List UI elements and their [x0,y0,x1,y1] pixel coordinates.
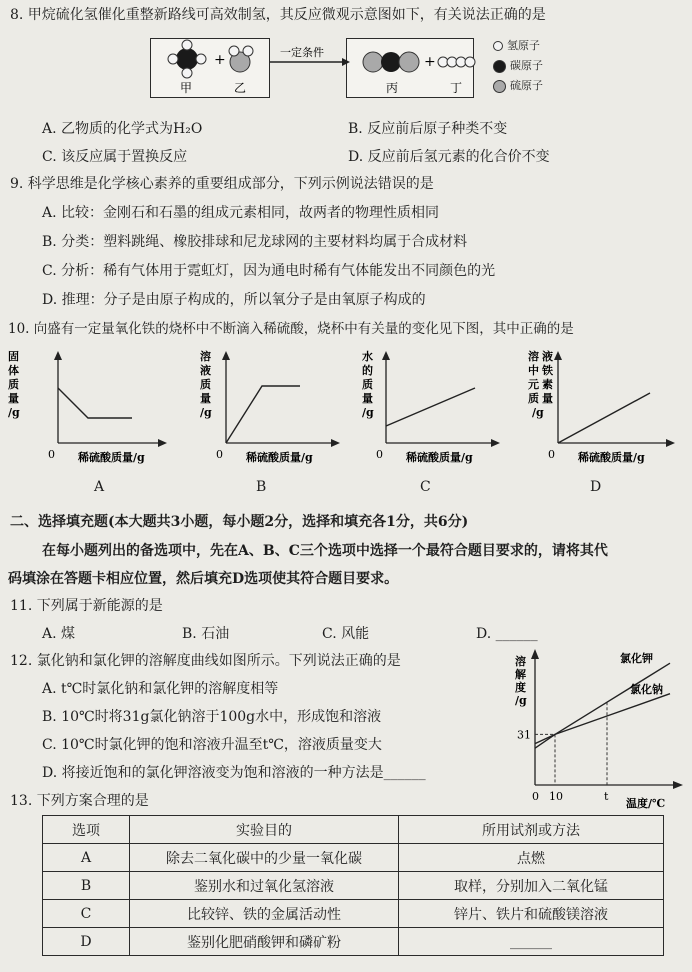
graph-a-curve [58,388,132,418]
arrow-label: 一定条件 [280,46,324,59]
carbon-disulfide-molecule [363,52,419,72]
graph-b-xlabel: 稀硫酸质量/g [246,451,313,464]
label-yi: 乙 [234,81,247,95]
graph-d-curve [558,393,650,443]
graph-a-ylabel-3: 质 [8,378,19,391]
table-row[interactable] [43,872,664,900]
plus-sign: + [214,52,226,68]
section2-title: 二、选择填充题(本大题共3小题，每小题2分，选择和填充各1分，共6分) [10,514,469,530]
q9-stem: 9. 科学思维是化学核心素养的重要组成部分，下列示例说法错误的是 [10,176,434,192]
graph-c-curve [386,388,475,426]
graph-a-ylabel-1: 固 [8,350,19,363]
graph-b-ylabel-1: 溶 [200,350,211,363]
plus-sign-2: + [424,54,436,70]
row-b-option: B [43,872,130,900]
q12-option-d[interactable]: D. 将接近饱和的氯化钾溶液变为饱和溶液的一种方法是______ [42,765,426,781]
legend-sulfur: 硫原子 [510,79,543,92]
graph-c-ylabel-3: 质 [362,378,373,391]
sol-ylabel-3: 度 [515,681,526,694]
hydrogen-molecule [438,57,475,67]
graph-b-letter[interactable]: B [256,479,267,495]
graph-b-ylabel-2: 液 [200,364,211,377]
graph-d-ylabel-7: 质 [528,392,539,405]
header-option: 选项 [43,816,130,844]
graph-a-origin: 0 [48,448,55,461]
graph-b-ylabel-5: /g [200,406,212,419]
graph-d-letter[interactable]: D [590,479,602,495]
table-header-row [43,816,664,844]
q8-reaction-diagram [150,36,480,98]
q11-stem: 11. 下列属于新能源的是 [10,598,163,614]
graph-d-xlabel: 稀硫酸质量/g [578,451,645,464]
row-d-option: D [43,928,130,956]
q12-option-c[interactable]: C. 10℃时氯化钾的饱和溶液升温至t℃，溶液质量变大 [42,737,382,753]
graph-a-letter[interactable]: A [94,479,105,495]
graph-d-ylabel-6: 素 [542,378,553,391]
q8-stem: 8. 甲烷硫化氢催化重整新路线可高效制氢，其反应微观示意图如下，有关说法正确的是 [10,7,546,23]
section2-instruction-2: 码填涂在答题卡相应位置，然后填充D选项使其符合题目要求。 [8,571,399,587]
graph-c-letter[interactable]: C [420,479,431,495]
graph-c [340,348,510,468]
sol-ylabel-1: 溶 [515,655,526,668]
graph-d-ylabel-1: 溶 [528,350,539,363]
graph-b [180,348,350,468]
row-b-purpose: 鉴别水和过氧化氢溶液 [130,872,399,900]
sol-ylabel-2: 解 [515,668,526,681]
graph-c-ylabel-4: 量 [362,392,373,405]
table-row[interactable] [43,900,664,928]
section2-instruction-1: 在每小题列出的备选项中，先在A、B、C三个选项中选择一个最符合题目要求的，请将其代 [42,543,608,559]
legend-carbon: 碳原子 [510,59,543,72]
methane-molecule [168,40,206,78]
label-bing: 丙 [386,81,399,95]
q12-option-b[interactable]: B. 10℃时将31g氯化钠溶于100g水中，形成饱和溶液 [42,709,382,725]
q12-stem: 12. 氯化钠和氯化钾的溶解度曲线如图所示。下列说法正确的是 [10,653,401,669]
graph-a [0,348,175,468]
series-label-kcl: 氯化钾 [620,652,653,665]
graph-d-ylabel-8: 量 [542,392,553,405]
x-tick-label: 0 [532,790,539,803]
graph-b-ylabel-3: 质 [200,378,211,391]
q9-option-c[interactable]: C. 分析：稀有气体用于霓虹灯，因为通电时稀有气体能发出不同颜色的光 [42,263,496,279]
q11-option-b[interactable]: B. 石油 [182,626,230,642]
row-d-purpose: 鉴别化肥硝酸钾和磷矿粉 [130,928,399,956]
q9-option-d[interactable]: D. 推理：分子是由原子构成的，所以氧分子是由氧原子构成的 [42,292,426,308]
row-c-purpose: 比较锌、铁的金属活动性 [130,900,399,928]
graph-a-xlabel: 稀硫酸质量/g [78,451,145,464]
header-method: 所用试剂或方法 [399,816,664,844]
sol-ylabel-4: /g [515,694,527,707]
q11-option-d[interactable]: D. ______ [476,626,538,642]
hydrogen-atom-icon [493,41,503,51]
graph-d-ylabel-9: /g [532,406,544,419]
graph-d-ylabel-2: 液 [542,350,553,363]
graph-c-ylabel-5: /g [362,406,374,419]
graph-d-origin: 0 [548,448,555,461]
q9-option-b[interactable]: B. 分类：塑料跳绳、橡胶排球和尼龙球网的主要材料均属于合成材料 [42,234,468,250]
graph-d-ylabel-3: 中 [528,364,539,377]
series-label-nacl: 氯化钠 [630,683,663,696]
row-b-method: 取样，分别加入二氧化锰 [399,872,664,900]
carbon-atom-icon [493,60,506,73]
q11-option-c[interactable]: C. 风能 [322,626,370,642]
header-purpose: 实验目的 [130,816,399,844]
row-a-method: 点燃 [399,844,664,872]
graph-a-ylabel-5: /g [8,406,20,419]
graph-b-curve [226,386,300,443]
solubility-chart [505,645,690,810]
graph-c-ylabel-2: 的 [362,364,373,377]
table-row[interactable] [43,844,664,872]
y-tick-label: 31 [517,728,531,742]
row-a-option: A [43,844,130,872]
q9-option-a[interactable]: A. 比较：金刚石和石墨的组成元素相同，故两者的物理性质相同 [42,205,440,221]
x-tick-label: t [604,790,609,803]
graph-b-origin: 0 [216,448,223,461]
graph-a-ylabel-2: 体 [8,364,19,377]
graph-d-ylabel-4: 铁 [542,364,553,377]
graph-c-xlabel: 稀硫酸质量/g [406,451,473,464]
q13-table [42,815,664,956]
row-c-option: C [43,900,130,928]
sulfur-atom-icon [493,80,506,93]
row-c-method: 锌片、铁片和硫酸镁溶液 [399,900,664,928]
legend-hydrogen: 氢原子 [507,39,540,52]
label-ding: 丁 [450,81,463,95]
q8-option-a[interactable]: A. 乙物质的化学式为H₂O [42,121,203,137]
table-row[interactable] [43,928,664,956]
row-a-purpose: 除去二氧化碳中的少量一氧化碳 [130,844,399,872]
row-d-method[interactable]: ______ [399,928,664,956]
graph-d [510,348,690,468]
q13-stem: 13. 下列方案合理的是 [10,793,149,809]
q10-stem: 10. 向盛有一定量氧化铁的烧杯中不断滴入稀硫酸，烧杯中有关量的变化见下图，其中正确的是 [8,321,574,337]
q12-option-a[interactable]: A. t℃时氯化钠和氯化钾的溶解度相等 [42,681,279,697]
hydrogen-sulfide-molecule [229,46,253,72]
q8-option-b[interactable]: B. 反应前后原子种类不变 [348,121,508,137]
atom-legend [493,36,543,96]
q11-option-a[interactable]: A. 煤 [42,626,76,642]
graph-c-origin: 0 [376,448,383,461]
graph-c-ylabel-1: 水 [362,350,373,363]
x-tick-label: 10 [549,790,563,803]
q8-option-d[interactable]: D. 反应前后氢元素的化合价不变 [348,149,550,165]
label-jia: 甲 [180,81,193,95]
graph-d-ylabel-5: 元 [528,378,539,391]
graph-a-ylabel-4: 量 [8,392,19,405]
graph-b-ylabel-4: 量 [200,392,211,405]
q8-option-c[interactable]: C. 该反应属于置换反应 [42,149,188,165]
sol-xlabel: 温度/℃ [626,797,666,810]
